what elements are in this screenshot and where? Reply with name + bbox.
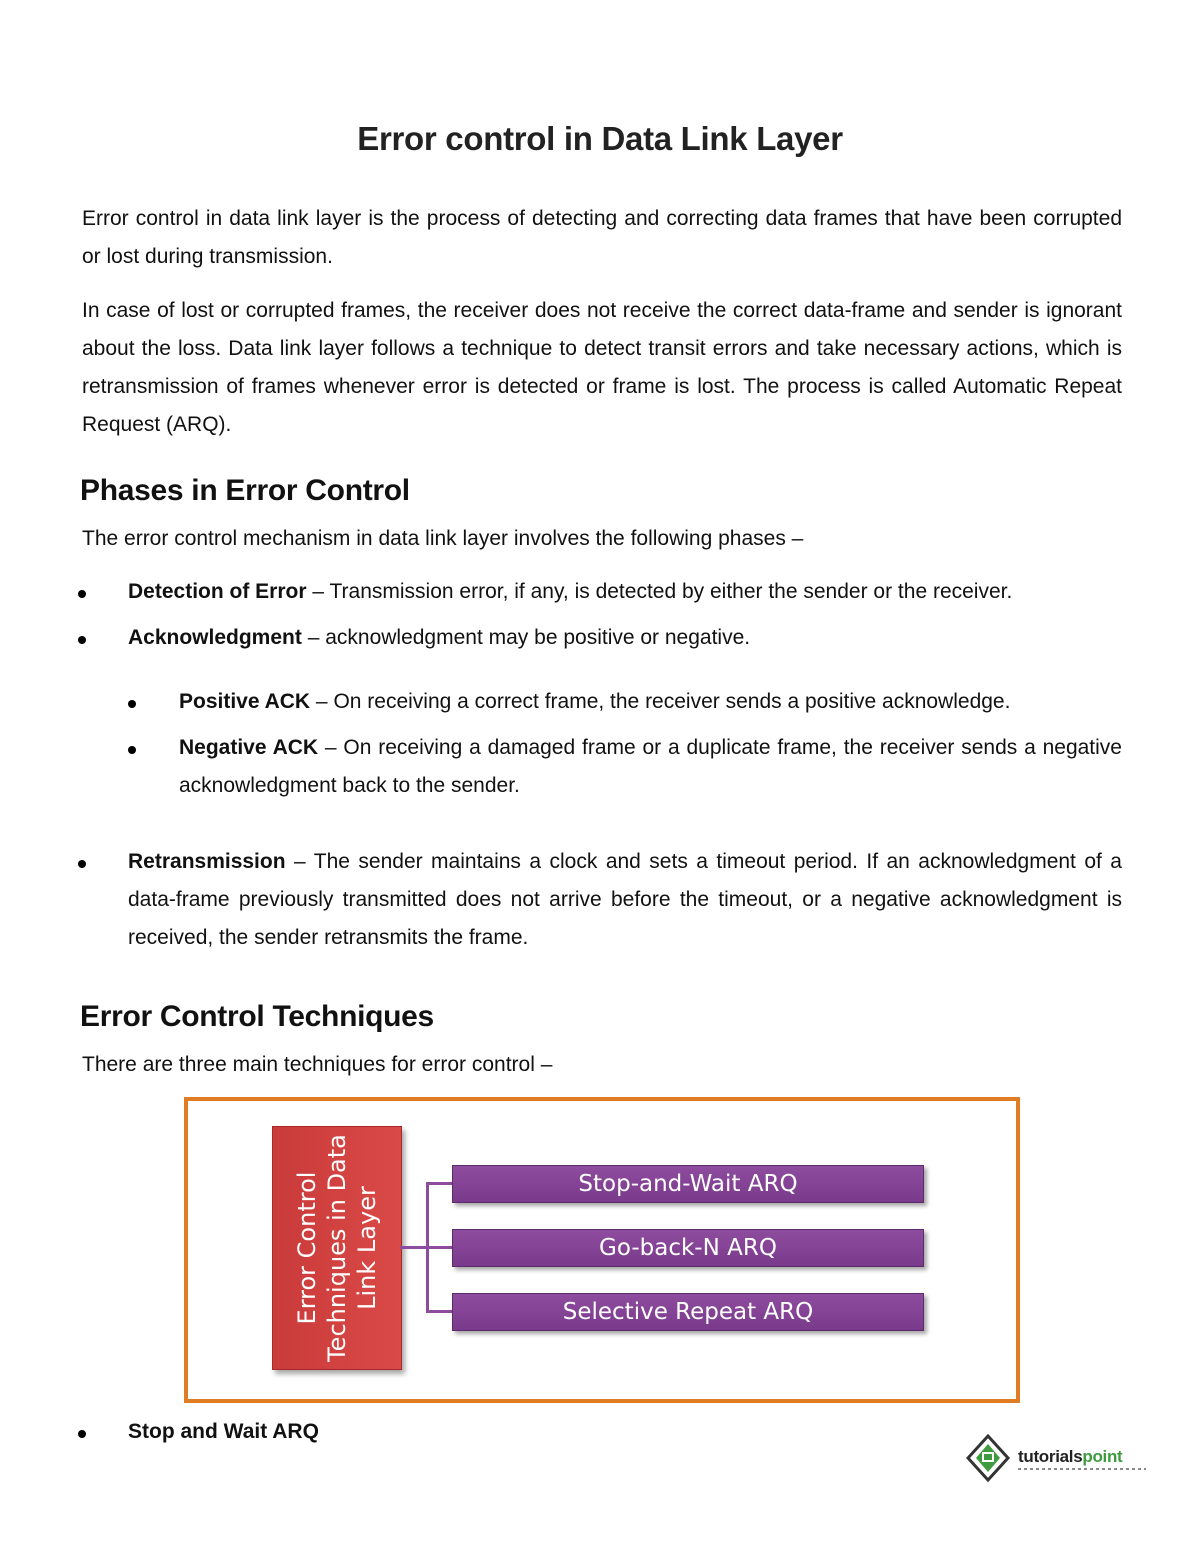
logo-text: tutorialspoint — [1018, 1447, 1123, 1466]
diagram-branch-go-back-n: Go-back-N ARQ — [452, 1229, 924, 1267]
diagram-root-node — [272, 1126, 402, 1370]
techniques-heading: Error Control Techniques — [80, 1000, 434, 1033]
list-item-detection: Detection of Error – Transmission error, if any, is detected by either the sender or the receiver. — [128, 580, 1013, 603]
list-item-positive-ack: Positive ACK – On receiving a correct frame, the receiver sends a positive acknowledge. — [179, 690, 1011, 713]
phases-heading: Phases in Error Control — [80, 474, 410, 507]
bullet-dot — [78, 590, 86, 598]
bullet-dot — [78, 1430, 86, 1438]
diagram-root-label: Error Control Techniques in Data Link Layer — [293, 1134, 381, 1362]
list-item-retransmission: Retransmission – The sender maintains a clock and sets a timeout period. If an acknowledgment of a data-frame previously transmitted does not arrive before the timeout, or a negative acknowledgment is received, the sender retransmits the frame. — [128, 850, 1122, 949]
bullet-dot — [128, 700, 136, 708]
tutorialspoint-logo — [966, 1434, 1156, 1490]
intro-paragraph-1: Error control in data link layer is the process of detecting and correcting data frames that have been corrupted or lost during transmission. — [82, 207, 1122, 268]
list-item-acknowledgment: Acknowledgment – acknowledgment may be positive or negative. — [128, 626, 751, 649]
phases-lead: The error control mechanism in data link layer involves the following phases – — [82, 527, 804, 550]
diagram-branch-stop-and-wait: Stop-and-Wait ARQ — [452, 1165, 924, 1203]
diagram-connector — [426, 1310, 452, 1313]
diagram-branch-selective-repeat: Selective Repeat ARQ — [452, 1293, 924, 1331]
techniques-lead: There are three main techniques for error control – — [82, 1053, 553, 1076]
list-item-negative-ack: Negative ACK – On receiving a damaged frame or a duplicate frame, the receiver sends a negative acknowledgment back to the sender. — [179, 736, 1122, 797]
page-title: Error control in Data Link Layer — [357, 120, 843, 157]
intro-paragraph-2: In case of lost or corrupted frames, the receiver does not receive the correct data-frame and sender is ignorant about the loss. Data link layer follows a technique to detect transit errors and take necessary actions, which is retransmission of frames whenever error is detected or frame is lost. The process is called Automatic Repeat Request (ARQ). — [82, 299, 1122, 436]
logo-tagline — [1018, 1468, 1146, 1470]
list-item-stop-and-wait: Stop and Wait ARQ — [128, 1420, 319, 1443]
bullet-dot — [78, 636, 86, 644]
bullet-dot — [128, 746, 136, 754]
bullet-dot — [78, 860, 86, 868]
diagram-connector — [400, 1246, 428, 1249]
diagram-connector — [426, 1246, 452, 1249]
diagram-connector — [426, 1182, 452, 1185]
